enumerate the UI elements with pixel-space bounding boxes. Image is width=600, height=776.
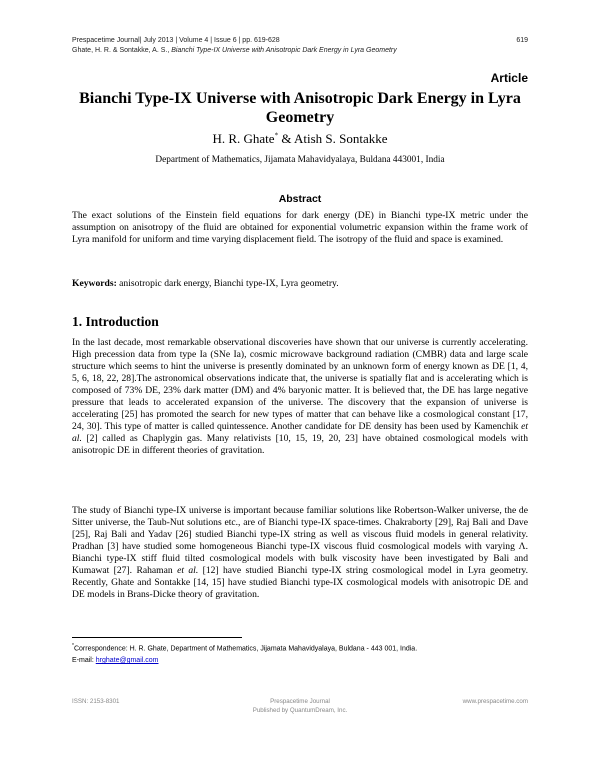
paper-title: Bianchi Type-IX Universe with Anisotropic Dark Energy in Lyra Geometry (79, 90, 521, 126)
footnote-marker: * (72, 643, 74, 649)
intro-p1-part-b: [2] called as Chaplygin gas. Many relativists [10, 15, 19, 20, 23] have obtained cosmological models with anisotropic DE in different theories of gravitation. (72, 433, 528, 456)
section-heading-introduction: 1. Introduction (72, 314, 159, 329)
footnote-correspondence: Correspondence: H. R. Ghate, Department of Mathematics, Jijamata Mahavidyalaya, Buldana - 443 001, India. (73, 645, 418, 653)
footer-journal-name: Prespacetime Journal (270, 698, 330, 705)
running-header-authors (72, 47, 397, 54)
intro-p2-part-b: [12] have studied Bianchi type-IX string cosmological model in Lyra geometry. Recently, Ghate and Sontakke [14, 15] have studied Bianchi type-IX cosmological models with anisotropic DE and DE models in Brans-Dicke theory of gravitation. (72, 565, 528, 600)
author-ghate: H. R. Ghate (212, 131, 275, 146)
abstract-text: The exact solutions of the Einstein field equations for dark energy (DE) in Bianchi type-IX metric under the assumption on anisotropy of the fluid are obtained for exponential volumetric expansion within the frame work of Lyra manifold for uniform and time varying displacement field. The isotropy of the fluid and space is examined. (72, 210, 528, 245)
footer-publisher: Published by QuantumDream, Inc. (252, 707, 348, 714)
corresponding-author-marker: * (274, 131, 279, 140)
keywords-text: anisotropic dark energy, Bianchi type-IX, Lyra geometry. (116, 278, 339, 289)
footnote-email-line (72, 655, 528, 667)
author-sontakke: & Atish S. Sontakke (278, 131, 388, 146)
footer-journal-block (200, 697, 400, 715)
keywords (72, 278, 528, 290)
keywords-label: Keywords: (72, 278, 117, 289)
footnote-correspondence-line (72, 640, 528, 655)
running-header-citation: Prespacetime Journal| July 2013 | Volume 4 | Issue 6 | pp. 619-628 (72, 37, 280, 44)
article-type-label: Article (490, 71, 528, 85)
intro-paragraph-1 (72, 337, 528, 457)
footnote-divider (72, 637, 242, 638)
intro-p2-part-a: The study of Bianchi type-IX universe is important because familiar solutions like Robertson-Walker universe, the de Sitter universe, the Taub-Nut solutions etc., are of Bianchi type-IX space-times. Chakraborty [29], Raj Bali and Dave [25], Raj Bali and Yadav [26] studied Bianchi type-IX string as well as viscous fluid models in general relativity. Pradhan [3] have studied some homogeneous Bianchi type-IX viscous fluid cosmological models with varying Λ. Bianchi type-IX stiff fluid tilted cosmological models with bulk viscosity have been investigated by Bali and Kumawat [27]. Rahaman (72, 505, 528, 576)
email-label: E-mail: (72, 657, 96, 665)
footer-website[interactable]: www.prespacetime.com (462, 698, 528, 705)
footer-issn: ISSN: 2153-8301 (72, 698, 120, 705)
author-list (72, 131, 528, 147)
running-header-authors-text: Ghate, H. R. & Sontakke, A. S., (72, 47, 172, 54)
intro-p2-etal: et al. (177, 565, 199, 576)
page-number: 619 (516, 37, 528, 44)
running-header-title: Bianchi Type-IX Universe with Anisotropic Dark Energy in Lyra Geometry (171, 47, 397, 54)
email-link[interactable]: hrghate@gmail.com (95, 657, 159, 665)
affiliation: Department of Mathematics, Jijamata Mahavidyalaya, Buldana 443001, India (155, 155, 445, 165)
intro-paragraph-2 (72, 505, 528, 601)
footnote (72, 640, 528, 667)
abstract-heading: Abstract (278, 193, 322, 205)
intro-p1-part-a: In the last decade, most remarkable observational discoveries have shown that our universe is currently accelerating. High precession data from type Ia (SNe Ia), cosmic microwave background radiation (CMBR) data and large scale structure which seems to hint the universe is presently dominated by an unknown form of energy known as DE [1, 4, 5, 6, 18, 22, 28].The astronomical observations indicate that, the universe is spatially flat and is accelerating which is composed of 73% DE, 23% dark matter (DM) and 4% baryonic matter. It is believed that, the DE has large negative pressure that leads to accelerated expansion of the universe. The discovery that the expansion of universe is accelerating [25] has promoted the search for new types of matter that can behave like a cosmological constant [17, 24, 30]. This type of matter is called quintessence. Another candidate for DE density has been used by Kamenchik (72, 337, 528, 432)
intro-p1-etal: et al. (72, 421, 528, 444)
